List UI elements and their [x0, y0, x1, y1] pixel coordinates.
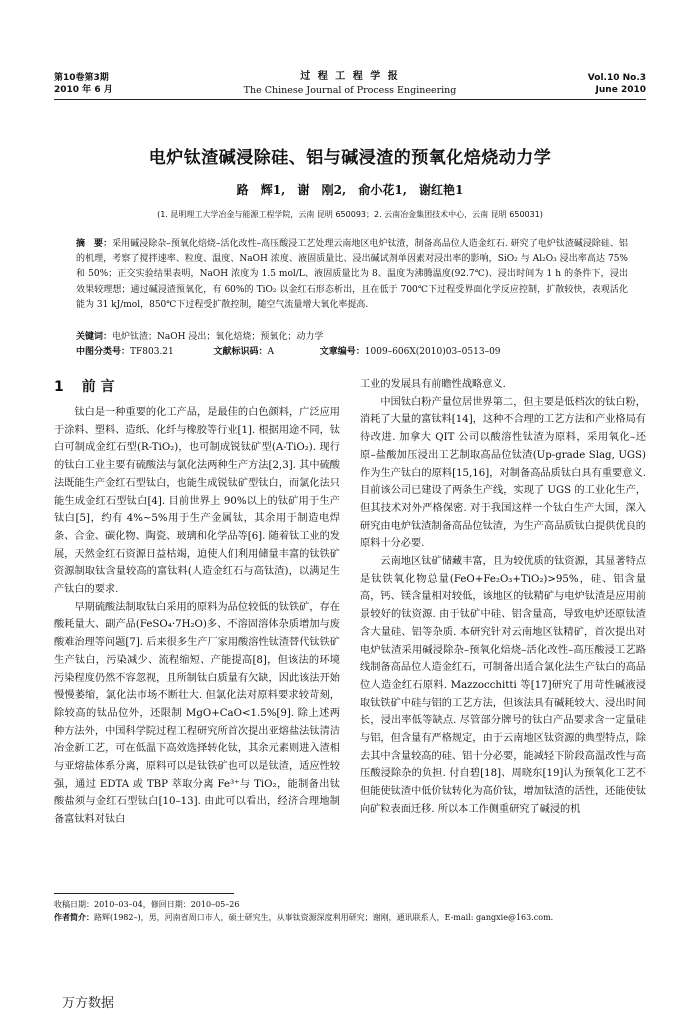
- paragraph: 中国钛白粉产量位居世界第二，但主要是低档次的钛白粉，消耗了大量的富钛料[14]，这种不合理的工艺方法和产业格局有待改进. 加拿大 QIT 公司以酸溶性钛渣为原料，采用氧化–还原–盐酸加压浸出工艺制取高品位钛渣(Up-grade Slag, UGS)作为生产钛白的原料[15,16]，对制备高品质钛白具有重要意义. 目前该公司已建设了两条生产线，实现了 UGS 的工业化生产，但其技术对外严格保密. 对于我国这样一个钛白生产大国，深入研究由电炉钛渣制备高品位钛渣，为生产高品质钛白提供优良的原料十分必要.: [360, 396, 646, 550]
- volume-issue-cn: 第10卷第3期: [54, 73, 109, 83]
- author-bio-label: 作者简介：: [54, 913, 94, 922]
- keywords-label: 关键词：: [76, 332, 113, 342]
- date-en: June 2010: [595, 85, 646, 95]
- abstract-label: 摘 要：: [76, 239, 113, 249]
- received-dates: 收稿日期：2010–03–04，修回日期：2010–05–26: [54, 900, 240, 909]
- date-cn: 2010 年 6 月: [54, 85, 113, 95]
- authors: 路 辉1, 谢 刚2, 俞小花1, 谢红艳1: [236, 183, 464, 197]
- clc-label: 中图分类号：: [76, 347, 131, 357]
- left-column: [54, 376, 340, 829]
- clc-value: TF803.21: [130, 347, 174, 357]
- article-no-value: 1009–606X(2010)03–0513–09: [364, 347, 501, 357]
- paragraph: 早期硫酸法制取钛白采用的原料为品位较低的钛铁矿，存在酸耗量大、副产品(FeSO₄·7H₂O)多、不溶固溶体杂质增加与废酸难治理等问题[7]. 后来很多生产厂家用酸溶性钛渣替代钛铁矿生产钛白，污染减少、流程缩短、产能提高[8]，但该法的环境污染程度仍然不容忽视，且所制钛白质量有欠缺，因此该法开始慢慢萎缩，氯化法市场不断壮大. 但氯化法对原料要求较苛刻，除较高的钛品位外，还限制 MgO+CaO<1.5%[9]. 除上述两种方法外，中国科学院过程工程研究所首次提出亚熔盐法钛清洁冶金新工艺，可在低温下高效选择转化钛，其余元素则进入渣相与亚熔盐体系分离，原料可以是钛铁矿也可以是钛渣，适应性较强，通过 EDTA 或 TBP 萃取分离 Fe³⁺与 TiO₂，能制备出钛酸盐须与金红石型钛白[10–13]. 由此可以看出，经济合理地制备富钛料对钛白: [54, 601, 340, 826]
- section-number: 1: [54, 379, 64, 395]
- watermark: 万方数据: [62, 996, 115, 1011]
- abstract-text: 采用碱浸除杂–预氧化焙烧–活化改性–高压酸浸工艺处理云南地区电炉钛渣，制备高品位人造金红石. 研究了电炉钛渣碱浸除硅、铝的机理，考察了搅拌速率、粒度、温度、NaOH 浓度、液固质量比、浸出碱试剂单因素对浸出率的影响，SiO₂ 与 Al₂O₃ 浸出率高达 75%和 50%；正交实验结果表明，NaOH 浓度为 1.5 mol/L、液固质量比为 8、温度为沸腾温度(92.7℃)、浸出时间为 1 h 的条件下，浸出效果较理想；通过碱浸渣预氧化，有 60%的 TiO₂ 以金红石形态析出，且在低于 700℃下过程受界面化学反应控制，扩散较快，表观活化能为 31 kJ/mol，850℃下过程受扩散控制，随空气流量增大氧化率提高.: [76, 239, 628, 310]
- footnote: [54, 898, 646, 924]
- paper-title: 电炉钛渣碱浸除硅、铝与碱浸渣的预氧化焙烧动力学: [148, 148, 552, 168]
- section-heading: [54, 376, 340, 398]
- abstract: [76, 237, 628, 313]
- doc-code-label: 文献标识码：: [213, 347, 268, 357]
- volume-issue-en: Vol.10 No.3: [587, 73, 646, 83]
- header-rule: [54, 99, 646, 100]
- paragraph: 云南地区钛矿储藏丰富，且为较优质的钛资源，其显著特点是钛铁氧化物总量(FeO+Fe₂O₃+TiO₂)>95%，硅、铝含量高，钙、镁含量相对较低，该地区的钛精矿与电炉钛渣是应用前景较好的钛资源. 由于钛矿中硅、铝含量高，导致电炉还原钛渣含大量硅、铝等杂质. 本研究针对云南地区钛精矿，首次提出对电炉钛渣采用碱浸除杂–预氧化焙烧–活化改性–高压酸浸工艺路线制备高品位人造金红石，可制备出适合氯化法生产钛白的高品位人造金红石原料. Mazzocchitti 等[17]研究了用苛性碱液浸取钛铁矿中硅与铝的工艺方法，但该法具有碱耗较大、浸出时间长，浸出率低等缺点. 尽管部分牌号的钛白产品要求含一定量硅与铝，但含量有严格规定，由于云南地区钛资源的典型特点，除去其中含量较高的硅、铝十分必要，能减轻下阶段高温改性与高压酸浸除杂的负担. 付自碧[18]、周晓东[19]认为预氧化工艺不但能使钛渣中低价钛转化为高价钛，增加钛渣的活性，还能使钛向矿粒表面迁移. 所以本工作侧重研究了碱浸的机: [360, 556, 646, 815]
- affiliation: (1. 昆明理工大学冶金与能源工程学院，云南 昆明 650093；2. 云南冶金集团技术中心，云南 昆明 650031): [157, 210, 543, 219]
- keywords: [76, 330, 628, 344]
- paragraph: 工业的发展具有前瞻性战略意义.: [360, 379, 506, 390]
- author-bio: 路辉(1982–)，男，河南省周口市人，硕士研究生，从事钛资源深度利用研究；谢刚，通讯联系人，E-mail: gangxie@163.com.: [94, 913, 554, 922]
- section-title: 前 言: [81, 379, 115, 395]
- right-column: [360, 376, 646, 819]
- paragraph: 钛白是一种重要的化工产品，是最佳的白色颜料，广泛应用于涂料、塑料、造纸、化纤与橡胶等行业[1]. 根据用途不同，钛白可制成金红石型(R-TiO₂)，也可制成锐钛矿型(A-TiO₂). 现行的钛白工业主要有硫酸法与氯化法两种生产方法[2,3]. 其中硫酸法既能生产金红石型钛白，也能生成锐钛矿型钛白，而氯化法只能生成金红石型钛白[4]. 目前世界上 90%以上的钛矿用于生产钛白[5]，约有 4%~5%用于生产金属钛，其余用于制造电焊条、合金、碳化物、陶瓷、玻璃和化学品等[6]. 随着钛工业的发展，天然金红石资源日益枯竭，迫使人们利用储量丰富的钛铁矿资源制取钛含量较高的富钛料(人造金红石与高钛渣)，以满足生产钛白的要求.: [54, 407, 340, 596]
- journal-name-en: The Chinese Journal of Process Engineering: [243, 85, 457, 96]
- classification: [76, 345, 628, 359]
- article-no-label: 文章编号：: [319, 347, 365, 357]
- doc-code-value: A: [267, 347, 275, 357]
- footnote-rule: [54, 893, 234, 894]
- journal-name-cn: 过 程 工 程 学 报: [300, 71, 400, 82]
- keywords-text: 电炉钛渣；NaOH 浸出；氧化焙烧；预氧化；动力学: [112, 332, 324, 342]
